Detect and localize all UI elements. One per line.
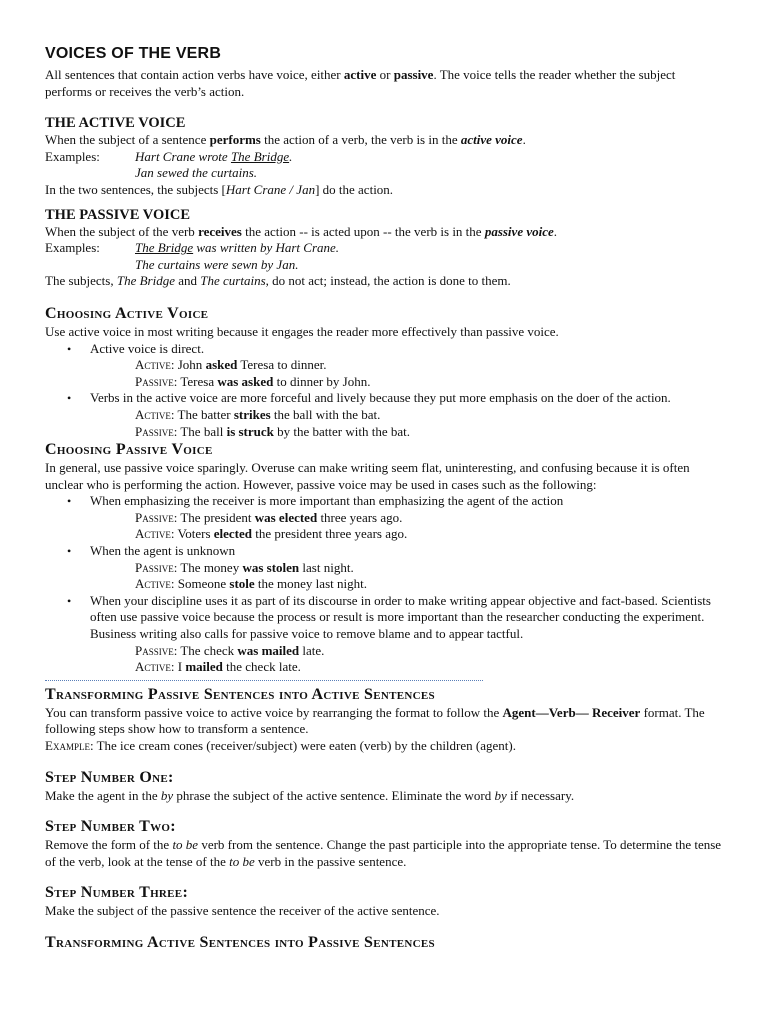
choosing-active-heading: Choosing Active Voice [45, 304, 209, 322]
passive-to-active-intro: You can transform passive voice to active voice by rearranging the format to follow the Agent—Verb— Receiver format. The following steps show how to transform a sentence. [45, 704, 705, 737]
passive-voice-definition: When the subject of the verb receives the action -- is acted upon -- the verb is in the passive voice. [45, 223, 558, 239]
passive-voice-summary: The subjects, The Bridge and The curtains, do not act; instead, the action is done to them. [45, 273, 511, 289]
step-one-text: Make the agent in the by phrase the subject of the active sentence. Eliminate the word by if necessary. [45, 787, 575, 803]
list-item: • When emphasizing the receiver is more important than emphasizing the agent of the action [90, 493, 725, 510]
sample-sentence: Passive: Teresa was asked to dinner by John. [135, 373, 371, 389]
passive-example-2: The curtains were sewn by Jan. [135, 256, 299, 272]
step-two-text: Remove the form of the to be verb from the sentence. Change the past participle into the appropriate tense. To determine the tense of the verb, look at the tense of the to be verb in the passive sentence. [45, 837, 722, 869]
choosing-passive-list-2 [45, 543, 725, 560]
active-example-1: Examples: Hart Crane wrote The Bridge. [45, 148, 293, 164]
passive-to-active-example: Example: The ice cream cones (receiver/subject) were eaten (verb) by the children (agent). [45, 738, 516, 753]
document-title: VOICES OF THE VERB [45, 45, 222, 62]
sample-sentence: Active: The batter strikes the ball with the bat. [135, 406, 381, 422]
passive-to-active-heading: Transforming Passive Sentences into Active Sentences [45, 685, 435, 703]
choosing-passive-list-3 [45, 593, 725, 643]
sample-sentence: Passive: The ball is struck by the batter with the bat. [135, 423, 410, 439]
sample-sentence: Passive: The money was stolen last night. [135, 559, 354, 575]
active-to-passive-heading: Transforming Active Sentences into Passive Sentences [45, 933, 435, 951]
choosing-active-list-2 [45, 390, 725, 407]
active-example-2: Jan sewed the curtains. [135, 165, 258, 181]
sample-sentence: Active: Voters elected the president three years ago. [135, 526, 408, 542]
choosing-passive-list [45, 493, 725, 510]
passive-voice-heading: THE PASSIVE VOICE [45, 206, 191, 223]
sample-sentence: Active: I mailed the check late. [135, 659, 301, 675]
list-item: • When your discipline uses it as part of its discourse in order to make writing appear objective and fact-based. Scientists often use passive voice because the process or result is more important than the researcher conducting the experiment. Business writing also calls for passive voice to remove blame and to appear tactful. [90, 593, 725, 643]
passive-example-1: Examples: The Bridge was written by Hart Crane. [45, 240, 340, 256]
active-voice-summary: In the two sentences, the subjects [Hart Crane / Jan] do the action. [45, 181, 394, 197]
intro-paragraph: All sentences that contain action verbs have voice, either active or passive. The voice tells the reader whether the subject performs or receives the verb’s action. [45, 67, 676, 99]
choosing-active-list [45, 341, 725, 358]
sample-sentence: Passive: The check was mailed late. [135, 642, 325, 658]
choosing-passive-heading: Choosing Passive Voice [45, 441, 213, 459]
list-item: • When the agent is unknown [90, 543, 725, 560]
active-voice-definition: When the subject of a sentence performs the action of a verb, the verb is in the active voice. [45, 132, 526, 148]
list-item: • Verbs in the active voice are more forceful and lively because they put more emphasis on the doer of the action. [90, 390, 725, 407]
active-voice-heading: THE ACTIVE VOICE [45, 115, 186, 132]
list-item: • Active voice is direct. [90, 341, 725, 358]
choosing-passive-intro: In general, use passive voice sparingly. Overuse can make writing seem flat, uninteresting, and confusing because it is often unclear who is performing the action. However, passive voice may be used in cases such as the following: [45, 460, 690, 492]
step-three-text: Make the subject of the passive sentence the receiver of the active sentence. [45, 903, 440, 919]
sample-sentence: Active: Someone stole the money last night. [135, 576, 367, 592]
step-one-heading: Step Number One: [45, 768, 174, 786]
sample-sentence: Active: John asked Teresa to dinner. [135, 357, 327, 373]
choosing-active-intro: Use active voice in most writing because it engages the reader more effectively than passive voice. [45, 323, 559, 339]
sample-sentence: Passive: The president was elected three years ago. [135, 509, 403, 525]
step-three-heading: Step Number Three: [45, 884, 189, 902]
document [45, 44, 725, 953]
section-divider [45, 680, 483, 681]
step-two-heading: Step Number Two: [45, 818, 176, 836]
